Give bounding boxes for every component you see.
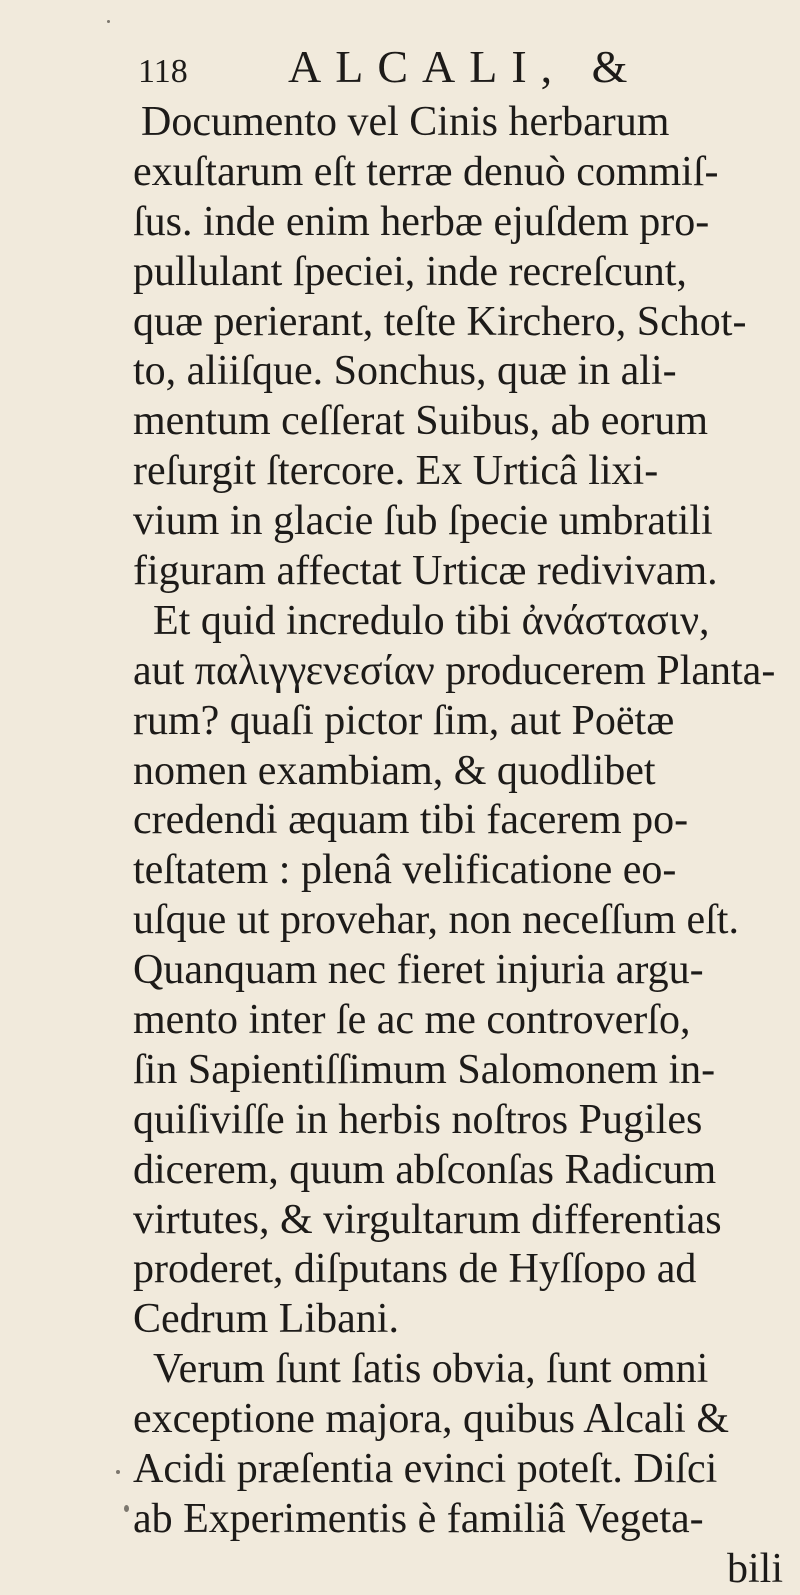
text-line: rum? quaſi pictor ſim, aut Poëtæ — [133, 697, 675, 744]
text-line: uſque ut provehar, non neceſſum eſt. — [133, 897, 739, 944]
text-line: Et quid incredulo tibi ἀνάστασιν, — [153, 597, 710, 644]
text-line: exceptione majora, quibus Alcali & — [133, 1396, 729, 1443]
text-line: aut παλιγγενεσίαν producerem Planta- — [133, 647, 776, 694]
catchword: bili — [726, 1545, 783, 1592]
paper-speck — [116, 1470, 120, 1474]
text-line: ab Experimentis è familiâ Vegeta- — [133, 1495, 704, 1542]
text-line: Cedrum Libani. — [133, 1296, 399, 1343]
text-line: nomen exambiam, & quodlibet — [133, 747, 656, 794]
text-line: virtutes, & virgultarum differentias — [133, 1196, 722, 1243]
text-line: teſtatem : plenâ velificatione eo- — [133, 847, 677, 894]
text-line: figuram affectat Urticæ redivivam. — [133, 548, 718, 595]
text-line: quæ perierant, teſte Kirchero, Schot- — [133, 298, 747, 345]
running-head: ALCALI, & — [288, 41, 642, 92]
text-line: Verum ſunt ſatis obvia, ſunt omni — [153, 1346, 709, 1393]
text-line: to, aliiſque. Sonchus, quæ in ali- — [133, 348, 677, 395]
text-line: pullulant ſpeciei, inde recreſcunt, — [133, 248, 687, 295]
text-line: Documento vel Cinis herbarum — [141, 99, 670, 145]
paper-speck — [107, 20, 110, 23]
text-line: credendi æquam tibi facerem po- — [133, 797, 689, 844]
body-text — [133, 98, 785, 1595]
page-number: 118 — [138, 53, 188, 90]
paper-speck — [124, 1505, 129, 1512]
page-header — [138, 40, 758, 93]
text-line: ſin Sapientiſſimum Salomonem in- — [133, 1046, 716, 1093]
text-line: proderet, diſputans de Hyſſopo ad — [133, 1246, 697, 1293]
text-line: quiſiviſſe in herbis noſtros Pugiles — [133, 1096, 703, 1143]
text-line: exuſtarum eſt terræ denuò commiſ- — [133, 148, 719, 195]
text-line: dicerem, quum abſconſas Radicum — [133, 1146, 717, 1193]
text-line: Acidi præſentia evinci poteſt. Diſci — [133, 1446, 718, 1493]
text-line: mento inter ſe ac me controverſo, — [133, 997, 691, 1044]
text-line: mentum ceſſerat Suibus, ab eorum — [133, 398, 709, 445]
text-line: vium in glacie ſub ſpecie umbratili — [133, 498, 713, 545]
text-line: ſus. inde enim herbæ ejuſdem pro- — [133, 198, 710, 245]
text-line: reſurgit ſtercore. Ex Urticâ lixi- — [133, 448, 659, 495]
text-line: Quanquam nec fieret injuria argu- — [133, 947, 704, 994]
